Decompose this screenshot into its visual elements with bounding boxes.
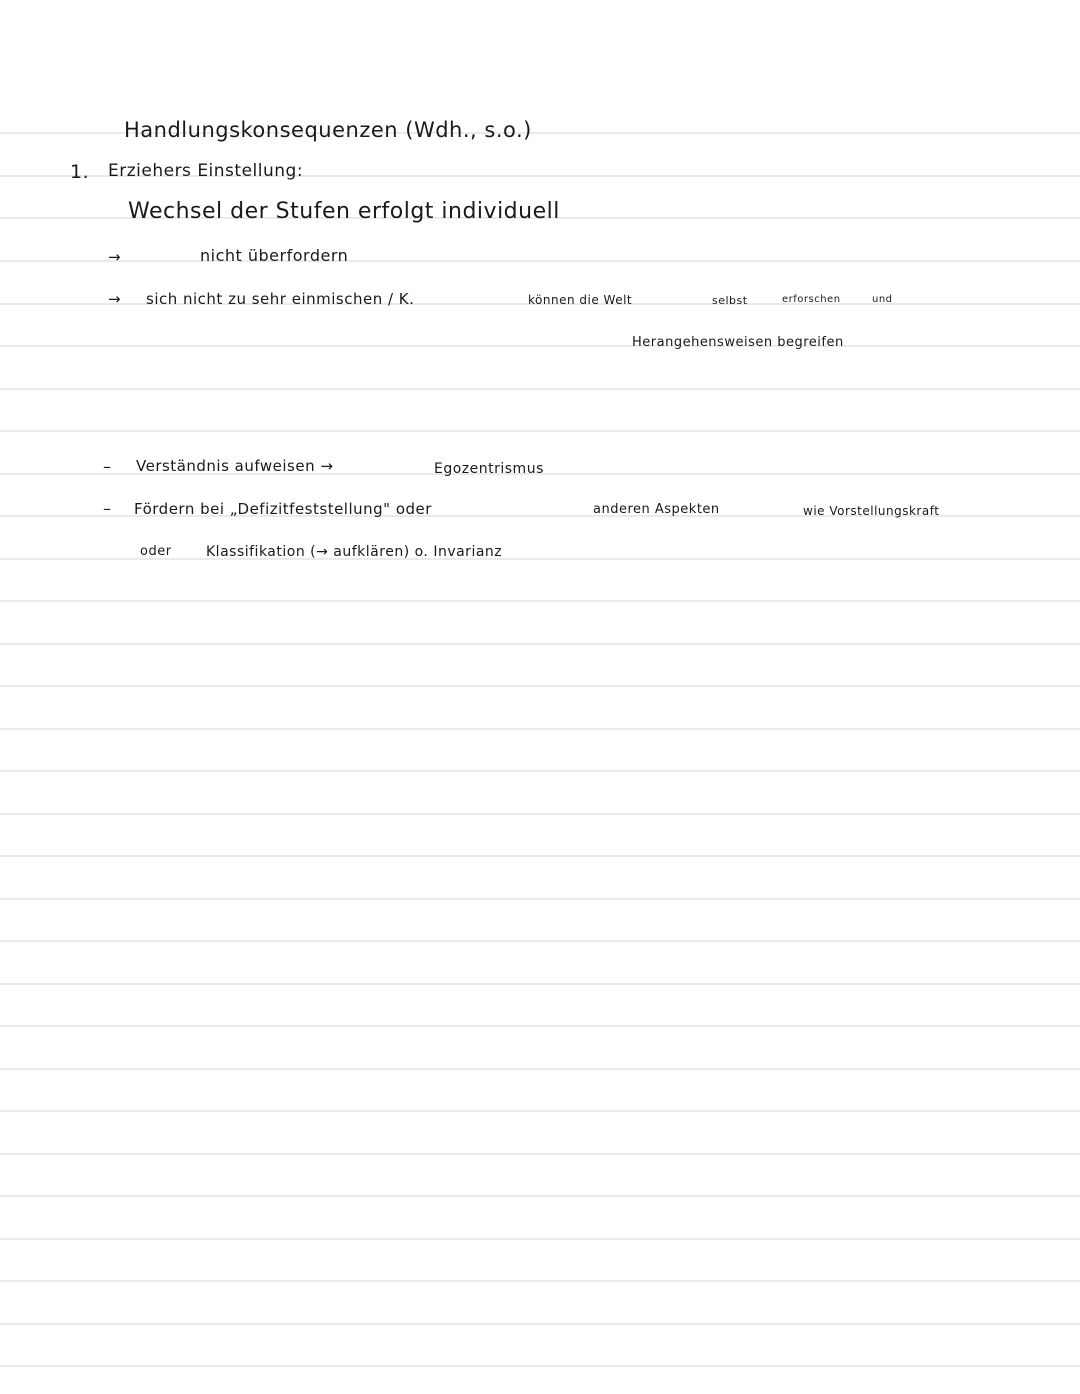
arrow-icon: →: [108, 248, 122, 266]
line-koennen: können die Welt: [528, 293, 633, 307]
bullet-dash: –: [103, 499, 112, 518]
line-herangehensweisen: Herangehensweisen begreifen: [632, 335, 844, 350]
line-oder: oder: [140, 544, 172, 559]
notes-title: Handlungskonsequenzen (Wdh., s.o.): [124, 118, 532, 142]
line-selbst: selbst: [712, 294, 748, 307]
line-einmischen: sich nicht zu sehr einmischen / K.: [146, 290, 415, 308]
line-verstaendnis: Verständnis aufweisen →: [136, 457, 334, 475]
line-und: und: [872, 294, 893, 305]
line-klassifikation: Klassifikation (→ aufklären) o. Invarianz: [206, 544, 503, 560]
line-wechsel: Wechsel der Stufen erfolgt individuell: [128, 199, 560, 224]
line-anderen: anderen Aspekten: [593, 502, 720, 517]
line-einstellung: Erziehers Einstellung:: [108, 161, 304, 181]
arrow-icon: →: [108, 290, 122, 308]
line-vorstellung: wie Vorstellungskraft: [803, 504, 940, 518]
bullet-dash: –: [103, 457, 112, 476]
line-egozentrismus: Egozentrismus: [434, 461, 544, 477]
line-foerdern: Fördern bei „Defizitfeststellung" oder: [134, 500, 432, 518]
line-nicht: nicht überfordern: [200, 246, 349, 265]
item-number: 1.: [70, 161, 90, 183]
line-erforschen: erforschen: [782, 294, 841, 305]
